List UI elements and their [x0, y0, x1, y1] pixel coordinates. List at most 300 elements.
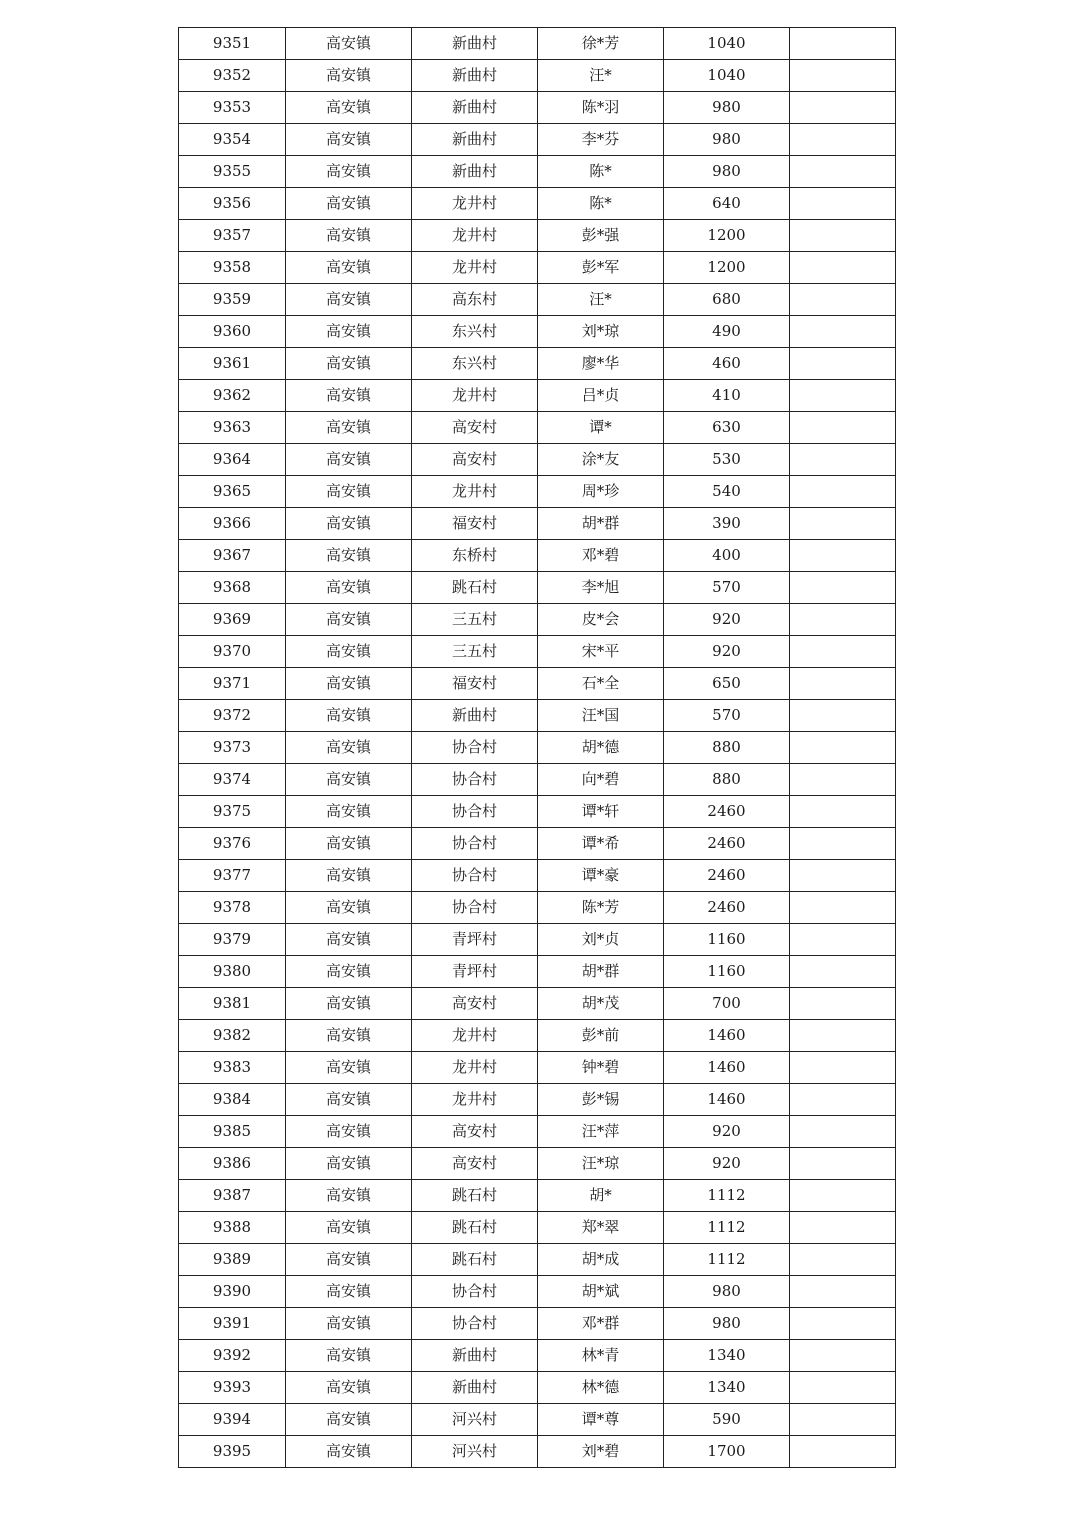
cell-note [790, 28, 896, 60]
cell-village: 龙井村 [412, 380, 538, 412]
table-row [179, 476, 896, 508]
cell-town: 高安镇 [286, 732, 412, 764]
cell-village: 协合村 [412, 1276, 538, 1308]
cell-name: 陈*羽 [538, 92, 664, 124]
cell-amount: 650 [664, 668, 790, 700]
cell-town: 高安镇 [286, 604, 412, 636]
cell-note [790, 764, 896, 796]
cell-name: 谭*豪 [538, 860, 664, 892]
cell-note [790, 508, 896, 540]
cell-village: 高安村 [412, 1116, 538, 1148]
cell-town: 高安镇 [286, 1020, 412, 1052]
cell-name: 陈* [538, 188, 664, 220]
cell-town: 高安镇 [286, 988, 412, 1020]
cell-village: 跳石村 [412, 1180, 538, 1212]
table-row [179, 508, 896, 540]
table-row [179, 316, 896, 348]
cell-note [790, 252, 896, 284]
cell-village: 龙井村 [412, 1084, 538, 1116]
cell-id: 9388 [179, 1212, 286, 1244]
cell-id: 9370 [179, 636, 286, 668]
cell-town: 高安镇 [286, 572, 412, 604]
cell-note [790, 412, 896, 444]
table-row [179, 1148, 896, 1180]
cell-id: 9351 [179, 28, 286, 60]
cell-note [790, 924, 896, 956]
cell-name: 刘*贞 [538, 924, 664, 956]
cell-amount: 630 [664, 412, 790, 444]
table-row [179, 1276, 896, 1308]
cell-amount: 570 [664, 572, 790, 604]
table-row [179, 732, 896, 764]
cell-amount: 390 [664, 508, 790, 540]
cell-note [790, 1244, 896, 1276]
cell-town: 高安镇 [286, 284, 412, 316]
cell-note [790, 1180, 896, 1212]
cell-town: 高安镇 [286, 1436, 412, 1468]
cell-id: 9358 [179, 252, 286, 284]
cell-name: 汪* [538, 60, 664, 92]
cell-id: 9368 [179, 572, 286, 604]
cell-id: 9360 [179, 316, 286, 348]
table-row [179, 380, 896, 412]
table-row [179, 636, 896, 668]
cell-name: 胡* [538, 1180, 664, 1212]
cell-amount: 880 [664, 732, 790, 764]
cell-name: 李*旭 [538, 572, 664, 604]
cell-id: 9356 [179, 188, 286, 220]
table-row [179, 540, 896, 572]
cell-name: 李*芬 [538, 124, 664, 156]
cell-village: 三五村 [412, 636, 538, 668]
cell-town: 高安镇 [286, 860, 412, 892]
cell-amount: 640 [664, 188, 790, 220]
cell-amount: 880 [664, 764, 790, 796]
cell-note [790, 860, 896, 892]
cell-note [790, 1052, 896, 1084]
cell-name: 彭*前 [538, 1020, 664, 1052]
table-row [179, 892, 896, 924]
cell-name: 周*珍 [538, 476, 664, 508]
cell-id: 9386 [179, 1148, 286, 1180]
cell-town: 高安镇 [286, 796, 412, 828]
cell-village: 协合村 [412, 764, 538, 796]
cell-town: 高安镇 [286, 444, 412, 476]
table-row [179, 700, 896, 732]
cell-id: 9395 [179, 1436, 286, 1468]
cell-village: 福安村 [412, 508, 538, 540]
cell-name: 石*全 [538, 668, 664, 700]
cell-village: 新曲村 [412, 92, 538, 124]
cell-amount: 680 [664, 284, 790, 316]
cell-id: 9355 [179, 156, 286, 188]
cell-id: 9392 [179, 1340, 286, 1372]
cell-amount: 980 [664, 1276, 790, 1308]
cell-village: 协合村 [412, 796, 538, 828]
cell-note [790, 796, 896, 828]
cell-name: 涂*友 [538, 444, 664, 476]
table-row [179, 444, 896, 476]
cell-town: 高安镇 [286, 1276, 412, 1308]
cell-town: 高安镇 [286, 1084, 412, 1116]
cell-village: 东兴村 [412, 316, 538, 348]
table-row [179, 1020, 896, 1052]
cell-note [790, 956, 896, 988]
cell-id: 9374 [179, 764, 286, 796]
cell-name: 谭*轩 [538, 796, 664, 828]
cell-village: 东桥村 [412, 540, 538, 572]
cell-town: 高安镇 [286, 412, 412, 444]
cell-note [790, 1404, 896, 1436]
cell-town: 高安镇 [286, 380, 412, 412]
cell-id: 9372 [179, 700, 286, 732]
cell-amount: 980 [664, 1308, 790, 1340]
cell-village: 高安村 [412, 412, 538, 444]
cell-village: 高安村 [412, 988, 538, 1020]
cell-name: 徐*芳 [538, 28, 664, 60]
cell-id: 9380 [179, 956, 286, 988]
cell-town: 高安镇 [286, 188, 412, 220]
cell-note [790, 92, 896, 124]
cell-note [790, 1436, 896, 1468]
cell-town: 高安镇 [286, 828, 412, 860]
cell-name: 汪*琼 [538, 1148, 664, 1180]
cell-amount: 410 [664, 380, 790, 412]
table-row [179, 1340, 896, 1372]
cell-amount: 1700 [664, 1436, 790, 1468]
cell-town: 高安镇 [286, 316, 412, 348]
cell-name: 邓*碧 [538, 540, 664, 572]
cell-village: 龙井村 [412, 188, 538, 220]
table-row [179, 796, 896, 828]
cell-note [790, 988, 896, 1020]
table-row [179, 1084, 896, 1116]
cell-name: 胡*群 [538, 508, 664, 540]
cell-village: 新曲村 [412, 156, 538, 188]
cell-amount: 570 [664, 700, 790, 732]
cell-name: 彭*军 [538, 252, 664, 284]
cell-note [790, 604, 896, 636]
cell-amount: 460 [664, 348, 790, 380]
cell-village: 协合村 [412, 828, 538, 860]
cell-id: 9371 [179, 668, 286, 700]
cell-name: 谭* [538, 412, 664, 444]
cell-name: 吕*贞 [538, 380, 664, 412]
cell-amount: 980 [664, 92, 790, 124]
cell-id: 9390 [179, 1276, 286, 1308]
cell-note [790, 1276, 896, 1308]
cell-amount: 1200 [664, 252, 790, 284]
cell-name: 彭*锡 [538, 1084, 664, 1116]
cell-note [790, 1116, 896, 1148]
cell-amount: 530 [664, 444, 790, 476]
cell-id: 9376 [179, 828, 286, 860]
cell-note [790, 284, 896, 316]
cell-amount: 2460 [664, 892, 790, 924]
cell-town: 高安镇 [286, 892, 412, 924]
table-row [179, 28, 896, 60]
cell-id: 9359 [179, 284, 286, 316]
cell-town: 高安镇 [286, 700, 412, 732]
cell-amount: 1200 [664, 220, 790, 252]
table-row [179, 60, 896, 92]
table-row [179, 220, 896, 252]
table-body [179, 28, 896, 1468]
cell-village: 新曲村 [412, 1372, 538, 1404]
cell-id: 9353 [179, 92, 286, 124]
cell-town: 高安镇 [286, 220, 412, 252]
cell-note [790, 732, 896, 764]
cell-town: 高安镇 [286, 156, 412, 188]
table-row [179, 1404, 896, 1436]
cell-amount: 2460 [664, 796, 790, 828]
cell-note [790, 124, 896, 156]
cell-id: 9352 [179, 60, 286, 92]
cell-amount: 400 [664, 540, 790, 572]
cell-id: 9394 [179, 1404, 286, 1436]
table-row [179, 572, 896, 604]
table-row [179, 252, 896, 284]
cell-village: 新曲村 [412, 700, 538, 732]
cell-id: 9382 [179, 1020, 286, 1052]
cell-note [790, 156, 896, 188]
cell-town: 高安镇 [286, 668, 412, 700]
cell-town: 高安镇 [286, 1212, 412, 1244]
cell-note [790, 476, 896, 508]
cell-town: 高安镇 [286, 476, 412, 508]
cell-note [790, 1148, 896, 1180]
cell-note [790, 316, 896, 348]
cell-name: 刘*碧 [538, 1436, 664, 1468]
cell-village: 青坪村 [412, 956, 538, 988]
cell-village: 龙井村 [412, 476, 538, 508]
cell-name: 邓*群 [538, 1308, 664, 1340]
cell-id: 9375 [179, 796, 286, 828]
cell-id: 9366 [179, 508, 286, 540]
cell-town: 高安镇 [286, 956, 412, 988]
cell-id: 9383 [179, 1052, 286, 1084]
cell-amount: 980 [664, 124, 790, 156]
table-row [179, 1244, 896, 1276]
cell-name: 刘*琼 [538, 316, 664, 348]
cell-amount: 1340 [664, 1340, 790, 1372]
cell-town: 高安镇 [286, 1308, 412, 1340]
cell-village: 高安村 [412, 1148, 538, 1180]
cell-town: 高安镇 [286, 252, 412, 284]
cell-village: 高安村 [412, 444, 538, 476]
cell-town: 高安镇 [286, 1404, 412, 1436]
cell-note [790, 828, 896, 860]
table-row [179, 604, 896, 636]
cell-name: 胡*茂 [538, 988, 664, 1020]
table-row [179, 412, 896, 444]
cell-id: 9391 [179, 1308, 286, 1340]
cell-village: 东兴村 [412, 348, 538, 380]
table-row [179, 988, 896, 1020]
cell-name: 钟*碧 [538, 1052, 664, 1084]
cell-name: 谭*尊 [538, 1404, 664, 1436]
cell-village: 跳石村 [412, 1212, 538, 1244]
cell-name: 汪*萍 [538, 1116, 664, 1148]
cell-village: 龙井村 [412, 252, 538, 284]
table-row [179, 124, 896, 156]
table-row [179, 1436, 896, 1468]
cell-amount: 590 [664, 1404, 790, 1436]
cell-village: 新曲村 [412, 1340, 538, 1372]
cell-amount: 920 [664, 604, 790, 636]
cell-note [790, 1372, 896, 1404]
cell-amount: 2460 [664, 860, 790, 892]
cell-village: 跳石村 [412, 1244, 538, 1276]
cell-id: 9357 [179, 220, 286, 252]
table-row [179, 828, 896, 860]
cell-village: 高东村 [412, 284, 538, 316]
cell-amount: 920 [664, 636, 790, 668]
cell-town: 高安镇 [286, 540, 412, 572]
cell-village: 龙井村 [412, 1052, 538, 1084]
cell-id: 9362 [179, 380, 286, 412]
cell-village: 龙井村 [412, 220, 538, 252]
cell-note [790, 1308, 896, 1340]
cell-name: 陈*芳 [538, 892, 664, 924]
table-row [179, 92, 896, 124]
cell-amount: 1040 [664, 28, 790, 60]
cell-name: 胡*德 [538, 732, 664, 764]
cell-note [790, 668, 896, 700]
cell-village: 龙井村 [412, 1020, 538, 1052]
cell-village: 青坪村 [412, 924, 538, 956]
cell-id: 9367 [179, 540, 286, 572]
cell-amount: 1160 [664, 924, 790, 956]
cell-amount: 700 [664, 988, 790, 1020]
cell-village: 福安村 [412, 668, 538, 700]
cell-village: 协合村 [412, 732, 538, 764]
table-row [179, 668, 896, 700]
table-row [179, 924, 896, 956]
cell-town: 高安镇 [286, 924, 412, 956]
cell-town: 高安镇 [286, 60, 412, 92]
cell-note [790, 60, 896, 92]
cell-amount: 1112 [664, 1244, 790, 1276]
cell-village: 协合村 [412, 892, 538, 924]
table-row [179, 860, 896, 892]
cell-town: 高安镇 [286, 92, 412, 124]
cell-id: 9387 [179, 1180, 286, 1212]
cell-id: 9361 [179, 348, 286, 380]
cell-village: 三五村 [412, 604, 538, 636]
table-row [179, 1212, 896, 1244]
table-row [179, 284, 896, 316]
cell-town: 高安镇 [286, 508, 412, 540]
table-row [179, 1180, 896, 1212]
cell-name: 汪* [538, 284, 664, 316]
cell-village: 新曲村 [412, 28, 538, 60]
cell-id: 9379 [179, 924, 286, 956]
cell-amount: 1460 [664, 1052, 790, 1084]
table-row [179, 1052, 896, 1084]
cell-amount: 920 [664, 1116, 790, 1148]
cell-name: 郑*翠 [538, 1212, 664, 1244]
cell-town: 高安镇 [286, 1180, 412, 1212]
cell-name: 彭*强 [538, 220, 664, 252]
cell-note [790, 572, 896, 604]
cell-name: 廖*华 [538, 348, 664, 380]
cell-town: 高安镇 [286, 348, 412, 380]
cell-amount: 490 [664, 316, 790, 348]
table-row [179, 956, 896, 988]
cell-note [790, 700, 896, 732]
cell-amount: 920 [664, 1148, 790, 1180]
cell-note [790, 1340, 896, 1372]
cell-note [790, 540, 896, 572]
cell-id: 9384 [179, 1084, 286, 1116]
cell-town: 高安镇 [286, 764, 412, 796]
cell-id: 9369 [179, 604, 286, 636]
cell-amount: 1112 [664, 1180, 790, 1212]
cell-amount: 1112 [664, 1212, 790, 1244]
cell-town: 高安镇 [286, 28, 412, 60]
cell-note [790, 220, 896, 252]
cell-name: 胡*斌 [538, 1276, 664, 1308]
cell-town: 高安镇 [286, 124, 412, 156]
cell-town: 高安镇 [286, 636, 412, 668]
table-row [179, 1116, 896, 1148]
cell-note [790, 380, 896, 412]
cell-amount: 540 [664, 476, 790, 508]
cell-id: 9364 [179, 444, 286, 476]
cell-name: 林*德 [538, 1372, 664, 1404]
cell-name: 皮*会 [538, 604, 664, 636]
table-row [179, 1372, 896, 1404]
cell-id: 9389 [179, 1244, 286, 1276]
cell-amount: 2460 [664, 828, 790, 860]
cell-town: 高安镇 [286, 1148, 412, 1180]
data-table [178, 27, 896, 1468]
cell-village: 新曲村 [412, 60, 538, 92]
cell-note [790, 188, 896, 220]
cell-amount: 1160 [664, 956, 790, 988]
cell-name: 谭*希 [538, 828, 664, 860]
cell-amount: 1460 [664, 1084, 790, 1116]
cell-town: 高安镇 [286, 1340, 412, 1372]
cell-id: 9373 [179, 732, 286, 764]
cell-note [790, 1212, 896, 1244]
table-row [179, 764, 896, 796]
cell-id: 9378 [179, 892, 286, 924]
cell-name: 向*碧 [538, 764, 664, 796]
cell-id: 9393 [179, 1372, 286, 1404]
cell-note [790, 636, 896, 668]
cell-name: 胡*群 [538, 956, 664, 988]
cell-village: 协合村 [412, 860, 538, 892]
cell-note [790, 1084, 896, 1116]
cell-note [790, 1020, 896, 1052]
cell-name: 汪*国 [538, 700, 664, 732]
cell-amount: 980 [664, 156, 790, 188]
cell-town: 高安镇 [286, 1052, 412, 1084]
cell-town: 高安镇 [286, 1116, 412, 1148]
cell-town: 高安镇 [286, 1372, 412, 1404]
cell-town: 高安镇 [286, 1244, 412, 1276]
cell-village: 协合村 [412, 1308, 538, 1340]
cell-id: 9363 [179, 412, 286, 444]
cell-id: 9365 [179, 476, 286, 508]
cell-note [790, 444, 896, 476]
cell-village: 河兴村 [412, 1404, 538, 1436]
cell-name: 胡*成 [538, 1244, 664, 1276]
cell-amount: 1340 [664, 1372, 790, 1404]
cell-name: 林*青 [538, 1340, 664, 1372]
